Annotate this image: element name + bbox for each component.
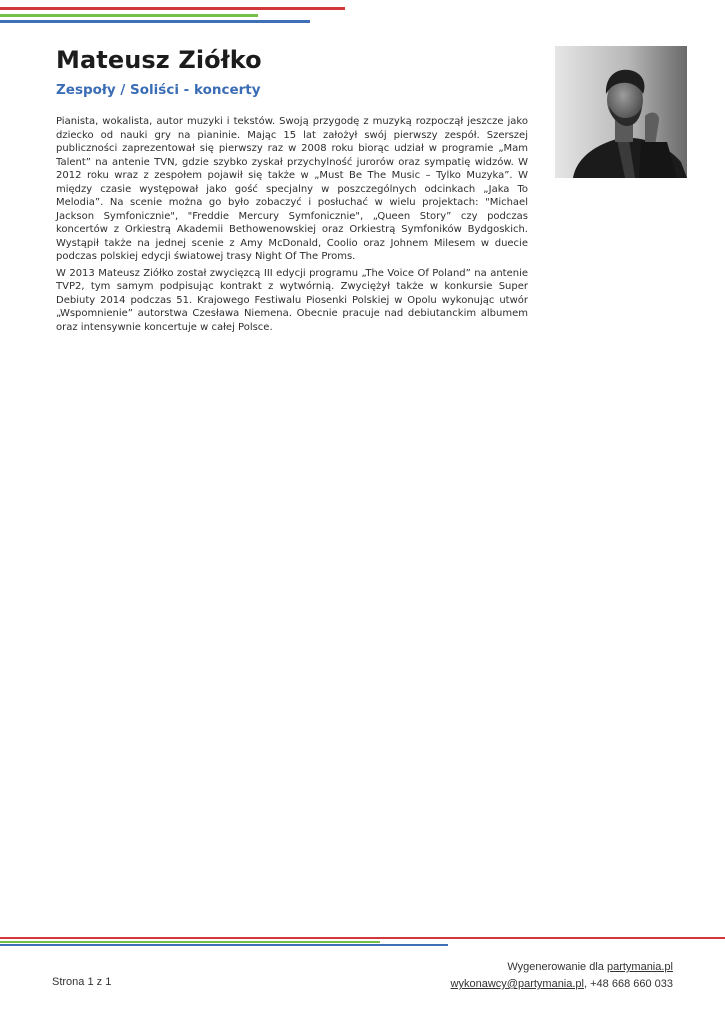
artist-category: Zespoły / Soliści - koncerty bbox=[56, 82, 261, 98]
page-number: Strona 1 z 1 bbox=[52, 976, 112, 988]
bottom-stripe-green bbox=[0, 941, 380, 943]
description-paragraph: W 2013 Mateusz Ziółko został zwycięzcą III edycji programu „The Voice Of Poland” na antenie TVP2, tym samym podpisując kontrakt z wytwórnią. Zwyciężył także w konkursie Super Debiuty 2014 podczas 51. Krajowego Festiwalu Piosenki Polskiej w Opolu wykonując utwór „Wspomnienie” autorstwa Czesława Niemena. Obecnie pracuje nad debiutanckim albumem oraz intensywnie koncertuje w całej Polsce. bbox=[56, 267, 528, 333]
bottom-stripe-blue bbox=[0, 944, 448, 946]
artist-photo bbox=[555, 46, 687, 178]
top-stripe-red bbox=[0, 7, 345, 10]
top-stripe-blue bbox=[0, 20, 310, 23]
artist-description bbox=[56, 115, 528, 337]
artist-name: Mateusz Ziółko bbox=[56, 46, 262, 74]
site-link[interactable]: partymania.pl bbox=[606, 961, 673, 973]
top-stripe-green bbox=[0, 14, 258, 17]
bottom-stripe-red bbox=[0, 937, 725, 939]
footer-contact bbox=[451, 959, 673, 993]
phone-number: , +48 668 660 033 bbox=[584, 978, 673, 990]
email-link[interactable]: wykonawcy@partymania.pl bbox=[450, 978, 584, 990]
description-paragraph: Pianista, wokalista, autor muzyki i tekstów. Swoją przygodę z muzyką rozpoczął jeszcze jako dziecko od nauki gry na pianinie. Mając 15 lat założył swój pierwszy zespół. Szerszej publiczności zaprezentował się pierwszy raz w 2008 roku biorąc udział w programie „Mam Talent” na antenie TVN, gdzie szybko zyskał przychylność jurorów oraz sympatię widzów. W 2012 roku wraz z zespołem pojawił się także w „Must Be The Music – Tylko Muzyka”. W między czasie występował jako gość specjalny w poszczególnych odcinkach „Jaka To Melodia”. Na scenie można go było zobaczyć i posłuchać w wielu projektach: "Michael Jackson Symfonicznie", "Freddie Mercury Symfonicznie", „Queen Story” czy podczas koncertów z Orkiestrą Akademii Bethowenowskiej oraz Orkiestrą Symfoników Bydgoskich. Wystąpił także na jednej scenie z Amy McDonald, Coolio oraz Johnem Milesem w duecie podczas polskiej edycji światowej trasy Night Of The Proms. bbox=[56, 116, 528, 262]
generated-for-label: Wygenerowanie dla bbox=[507, 961, 607, 973]
